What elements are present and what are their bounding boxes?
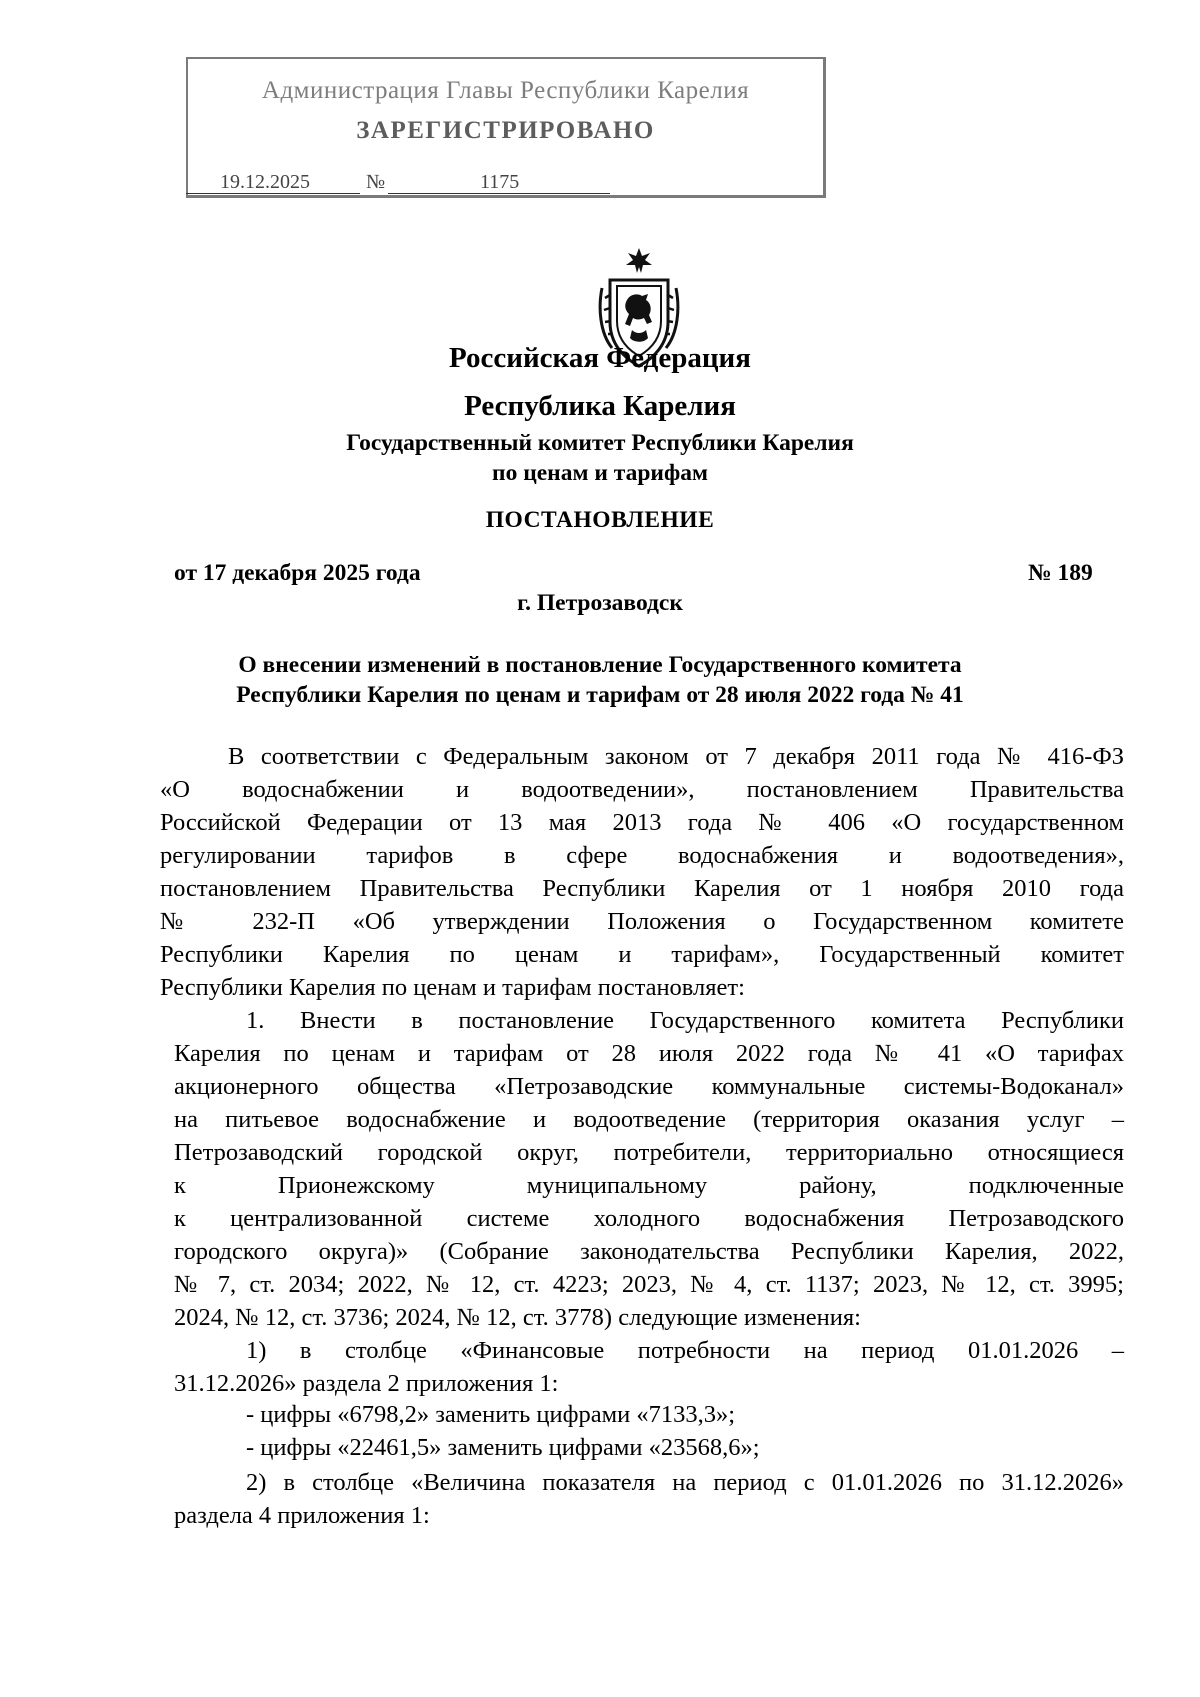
committee-name-line2: по ценам и тарифам [492,460,708,486]
paragraph-4-line: раздела 4 приложения 1: [174,1502,430,1529]
list-item: - цифры «6798,2» заменить цифрами «7133,3»; [246,1401,736,1428]
paragraph-4-line: 2) в столбце «Величина показателя на период с 01.01.2026 по 31.12.2026» [246,1469,1124,1496]
document-date: от 17 декабря 2025 года [174,560,421,586]
paragraph-2-line: Карелия по ценам и тарифам от 28 июля 2022 года № 41 «О тарифах [174,1040,1124,1067]
paragraph-2-line: акционерного общества «Петрозаводские коммунальные системы-Водоканал» [174,1073,1124,1100]
document-title-line1: О внесении изменений в постановление Государственного комитета [238,652,962,678]
stamp-date: 19.12.2025 [220,171,310,193]
paragraph-2-line: Петрозаводский городской округ, потребители, территориально относящиеся [174,1139,1124,1166]
paragraph-2-line: 1. Внести в постановление Государственного комитета Республики [246,1007,1124,1034]
paragraph-2-line: 2024, № 12, ст. 3736; 2024, № 12, ст. 3778) следующие изменения: [174,1304,861,1331]
country-name: Российская Федерация [449,342,751,374]
paragraph-1-line: Республики Карелия по ценам и тарифам постановляет: [160,974,745,1001]
list-item: - цифры «22461,5» заменить цифрами «23568,6»; [246,1434,760,1461]
document-title-line2: Республики Карелия по ценам и тарифам от 28 июля 2022 года № 41 [236,682,964,708]
paragraph-2-line: к Прионежскому муниципальному району, подключенные [174,1172,1124,1199]
paragraph-2-line: к централизованной системе холодного водоснабжения Петрозаводского [174,1205,1124,1232]
committee-name-line1: Государственный комитет Республики Карелия [346,430,854,456]
paragraph-1-line: Российской Федерации от 13 мая 2013 года № 406 «О государственном [160,809,1124,836]
paragraph-1-line: № 232-П «Об утверждении Положения о Государственном комитете [160,908,1124,935]
stamp-status: ЗАРЕГИСТРИРОВАНО [356,117,655,144]
stamp-number-sign: № [366,171,386,193]
document-type: ПОСТАНОВЛЕНИЕ [485,507,715,533]
paragraph-2-line: на питьевое водоснабжение и водоотведение (территория оказания услуг – [174,1106,1124,1133]
paragraph-3-line: 31.12.2026» раздела 2 приложения 1: [174,1370,559,1397]
paragraph-2-line: городского округа)» (Собрание законодательства Республики Карелия, 2022, [174,1238,1124,1265]
paragraph-1-line: постановлением Правительства Республики Карелия от 1 ноября 2010 года [160,875,1124,902]
paragraph-1-line: «О водоснабжении и водоотведении», постановлением Правительства [160,776,1124,803]
paragraph-3-line: 1) в столбце «Финансовые потребности на период 01.01.2026 – [246,1337,1124,1364]
paragraph-1-line: Республики Карелия по ценам и тарифам», Государственный комитет [160,941,1124,968]
stamp-number: 1175 [480,171,520,193]
document-city: г. Петрозаводск [517,590,683,616]
document-number: № 189 [1028,560,1093,586]
stamp-organization: Администрация Главы Республики Карелия [261,77,750,104]
paragraph-1-line: регулировании тарифов в сфере водоснабжения и водоотведения», [160,842,1124,869]
paragraph-2-line: № 7, ст. 2034; 2022, № 12, ст. 4223; 2023, № 4, ст. 1137; 2023, № 12, ст. 3995; [174,1271,1124,1298]
republic-name: Республика Карелия [464,390,736,422]
paragraph-1-line: В соответствии с Федеральным законом от 7 декабря 2011 года № 416-ФЗ [228,743,1124,770]
